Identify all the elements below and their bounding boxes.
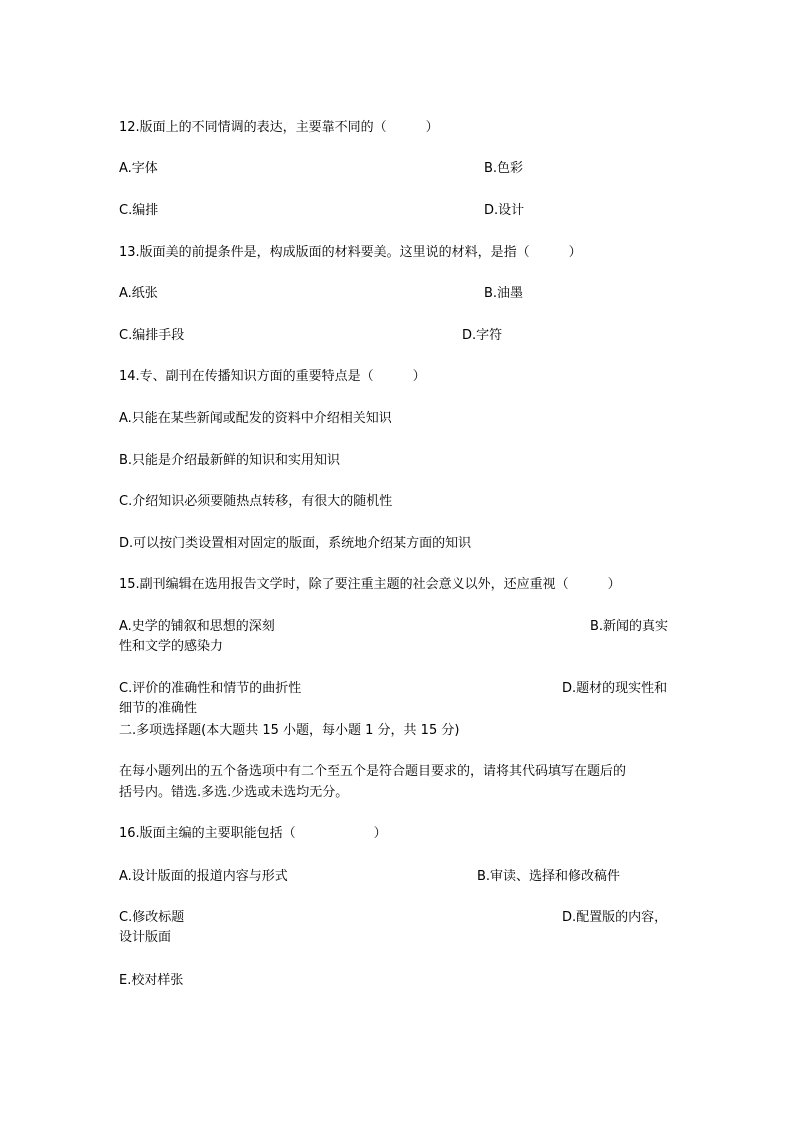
question-14-stem: 14.专、副刊在传播知识方面的重要特点是（ ） (119, 369, 426, 384)
q15-option-d-wrap: 细节的准确性 (119, 701, 198, 716)
q14-option-a: A.只能在某些新闻或配发的资料中介绍相关知识 (119, 411, 392, 426)
q15-option-c: C.评价的准确性和情节的曲折性 (119, 681, 302, 696)
section-2-title: 二.多项选择题(本大题共 15 小题，每小题 1 分，共 15 分) (119, 723, 460, 738)
section-2-instructions-line-2: 括号内。错选.多选.少选或未选均无分。 (119, 785, 349, 800)
q13-option-d: D.字符 (462, 328, 503, 343)
question-13-stem: 13.版面美的前提条件是，构成版面的材料要美。这里说的材料，是指（ ） (119, 245, 582, 260)
q16-option-b: B.审读、选择和修改稿件 (477, 869, 621, 884)
section-2-instructions-line-1: 在每小题列出的五个备选项中有二个至五个是符合题目要求的，请将其代码填写在题后的 (119, 764, 627, 779)
q16-option-d-wrap: 设计版面 (119, 930, 172, 945)
q13-option-a: A.纸张 (119, 286, 158, 301)
q14-option-c: C.介绍知识必须要随热点转移，有很大的随机性 (119, 494, 393, 509)
q14-option-d: D.可以按门类设置相对固定的版面，系统地介绍某方面的知识 (119, 536, 472, 551)
q12-option-d: D.设计 (484, 203, 525, 218)
q15-option-a: A.史学的铺叙和思想的深刻 (119, 619, 275, 634)
q16-option-a: A.设计版面的报道内容与形式 (119, 869, 288, 884)
question-12-stem: 12.版面上的不同情调的表达，主要靠不同的（ ） (119, 120, 439, 135)
q12-option-a: A.字体 (119, 161, 158, 176)
q15-option-b-wrap: 性和文学的感染力 (119, 639, 224, 654)
q12-option-b: B.色彩 (484, 161, 524, 176)
question-15-stem: 15.副刊编辑在选用报告文学时，除了要注重主题的社会意义以外，还应重视（ ） (119, 577, 621, 592)
q15-option-b: B.新闻的真实 (590, 619, 669, 634)
q16-option-d: D.配置版的内容， (562, 910, 668, 925)
q13-option-b: B.油墨 (484, 286, 524, 301)
q14-option-b: B.只能是介绍最新鲜的知识和实用知识 (119, 453, 341, 468)
q16-option-e: E.校对样张 (119, 973, 184, 988)
q13-option-c: C.编排手段 (119, 328, 185, 343)
question-16-stem: 16.版面主编的主要职能包括（ ） (119, 826, 387, 841)
q16-option-c: C.修改标题 (119, 910, 185, 925)
q15-option-d: D.题材的现实性和 (562, 681, 668, 696)
q12-option-c: C.编排 (119, 203, 159, 218)
